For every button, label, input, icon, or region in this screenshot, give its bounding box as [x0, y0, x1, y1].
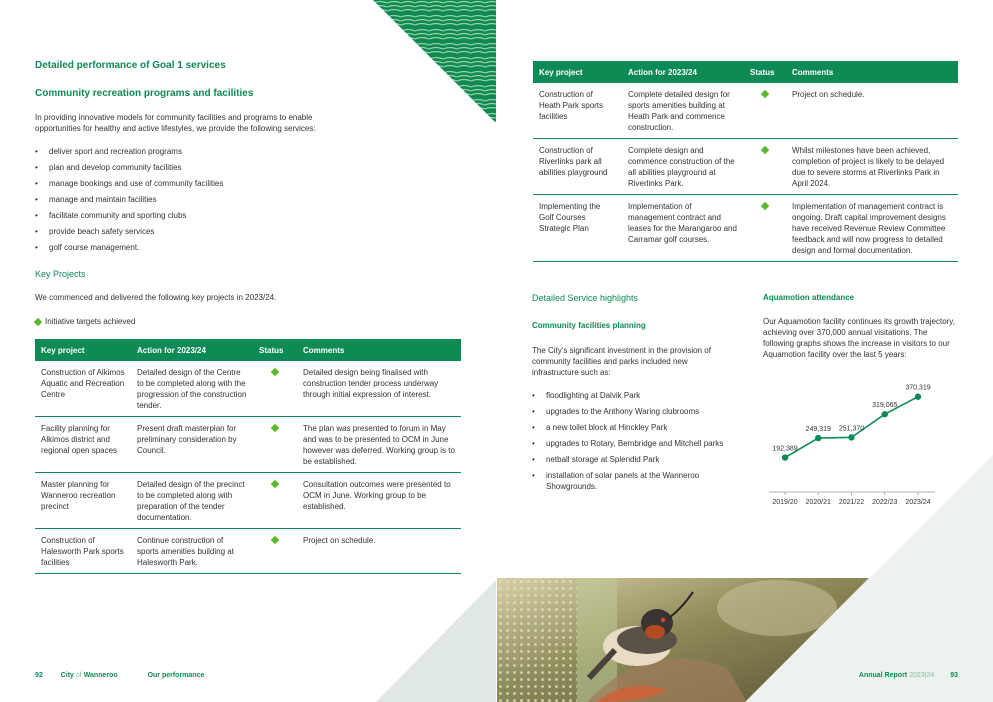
report-year: 2023|24 [909, 672, 935, 679]
project-cell: Construction of Alkimos Aquatic and Recreation Centre [35, 361, 131, 417]
attendance-line-chart [763, 380, 953, 510]
key-projects-intro: We commenced and delivered the following key projects in 2023/24. [35, 293, 277, 302]
col-header: Comments [297, 339, 461, 361]
status-diamond-icon [271, 424, 279, 432]
comment-cell: Whilst milestones have been achieved, completion of project is likely to be delayed due to severe storms at Riverlinks Park in April 2024. [786, 139, 958, 195]
table-row [35, 417, 461, 473]
page-footer-left [35, 672, 204, 679]
col-header: Comments [786, 61, 958, 83]
col-header: Status [253, 339, 297, 361]
table-row [35, 529, 461, 574]
col-header: Key project [533, 61, 622, 83]
facilities-planning-heading: Community facilities planning [532, 321, 646, 330]
data-point [815, 435, 821, 441]
status-diamond-icon [271, 536, 279, 544]
comment-cell: Project on schedule. [786, 83, 958, 139]
action-cell: Complete detailed design for sports amenities building at Heath Park and commence construction. [622, 83, 744, 139]
project-cell: Construction of Riverlinks park all abilities playground [533, 139, 622, 195]
list-item: • upgrades to Rotary, Bembridge and Mitchell parks [532, 438, 732, 449]
list-item: • provide beach safety services [35, 226, 223, 242]
services-list [35, 146, 223, 258]
list-item: • upgrades to the Anthony Waring clubrooms [532, 406, 732, 417]
service-highlights-heading: Detailed Service highlights [532, 293, 639, 303]
status-diamond-icon [34, 317, 42, 325]
data-label: 251,370 [838, 425, 865, 433]
page-number: 92 [35, 672, 43, 679]
bird-photo [497, 578, 869, 702]
project-cell: Master planning for Wanneroo recreation precinct [35, 473, 131, 529]
list-item: • manage and maintain facilities [35, 194, 223, 210]
action-cell: Implementation of management contract and leases for the Marangaroo and Carramar golf courses. [622, 195, 744, 262]
action-cell: Continue construction of sports amenities building at Halesworth Park. [131, 529, 253, 574]
list-item: • a new toilet block at Hinckley Park [532, 422, 732, 433]
page-footer-right [859, 672, 958, 679]
action-cell: Detailed design of the precinct to be completed along with preparation of the tender documentation. [131, 473, 253, 529]
action-cell: Present draft masterplan for preliminary consideration by Council. [131, 417, 253, 473]
action-cell: Detailed design of the Centre to be completed along with the progression of the construction tender. [131, 361, 253, 417]
section-heading: Community recreation programs and facilities [35, 88, 254, 99]
status-legend [35, 317, 135, 326]
data-label: 249,319 [805, 426, 831, 434]
list-item: • floodlighting at Dalvik Park [532, 390, 732, 401]
data-point [848, 434, 854, 440]
services-intro: In providing innovative models for community facilities and programs to enable opportunities for healthy and active lifestyles, we provide the following services: [35, 113, 316, 133]
comment-cell: Implementation of management contract is ongoing. Draft capital improvement designs have received Revenue Review Committee feedback and will now progress to detailed design and formal documentation. [786, 195, 958, 262]
aquamotion-text: Our Aquamotion facility continues its growth trajectory, achieving over 370,000 annual visitations. The following graphs shows the increase in visitors to our Aquamotion facility over the last 5 years: [763, 317, 955, 359]
col-header: Action for 2023/24 [131, 339, 253, 361]
right-page [497, 0, 993, 702]
status-cell [744, 195, 786, 262]
goal-heading: Detailed performance of Goal 1 services [35, 60, 226, 71]
aquamotion-heading: Aquamotion attendance [763, 293, 855, 302]
list-item: • manage bookings and use of community facilities [35, 178, 223, 194]
table-row [533, 83, 958, 139]
status-cell [253, 529, 297, 574]
table-header-row [35, 339, 461, 361]
status-diamond-icon [761, 90, 769, 98]
x-tick-label: 2023/24 [905, 499, 931, 506]
pattern-triangle-top [373, 0, 496, 124]
status-diamond-icon [761, 146, 769, 154]
data-point [882, 411, 888, 417]
status-diamond-icon [271, 368, 279, 376]
data-label: 370,319 [905, 384, 931, 392]
table-row [35, 361, 461, 417]
list-item: • facilitate community and sporting clubs [35, 210, 223, 226]
table-row [533, 139, 958, 195]
list-item: • netball storage at Splendid Park [532, 454, 732, 465]
list-item: • golf course management. [35, 242, 223, 258]
x-tick-label: 2022/23 [872, 499, 898, 506]
org-name-of: of [75, 672, 82, 679]
action-cell: Complete design and commence construction of the all abilities playground at Riverlinks Park. [622, 139, 744, 195]
x-tick-label: 2021/22 [838, 499, 865, 506]
section-name: Our performance [147, 672, 205, 679]
status-cell [744, 139, 786, 195]
comment-cell: Consultation outcomes were presented to OCM in June. Working group to be established. [297, 473, 461, 529]
status-cell [253, 473, 297, 529]
legend-label: Initiative targets achieved [45, 317, 136, 326]
table-row [533, 195, 958, 262]
facilities-intro: The City's significant investment in the provision of community facilities and parks included new infrastructure such as: [532, 346, 711, 377]
project-cell: Construction of Heath Park sports facilities [533, 83, 622, 139]
left-page [0, 0, 496, 702]
project-cell: Facility planning for Alkimos district and regional open spaces [35, 417, 131, 473]
decor-triangle-bottom [376, 580, 496, 702]
data-label: 319,065 [872, 402, 898, 410]
col-header: Key project [35, 339, 131, 361]
col-header: Status [744, 61, 786, 83]
project-cell: Construction of Halesworth Park sports facilities [35, 529, 131, 574]
key-projects-table [35, 339, 461, 574]
key-projects-heading: Key Projects [35, 269, 86, 279]
project-cell: Implementing the Golf Courses Strategic Plan [533, 195, 622, 262]
table-row [35, 473, 461, 529]
status-cell [744, 83, 786, 139]
list-item: • plan and develop community facilities [35, 162, 223, 178]
comment-cell: Project on schedule. [297, 529, 461, 574]
x-tick-label: 2019/20 [772, 499, 798, 506]
status-diamond-icon [271, 480, 279, 488]
status-cell [253, 417, 297, 473]
list-item: • deliver sport and recreation programs [35, 146, 223, 162]
table-header-row [533, 61, 958, 83]
data-label: 192,389 [772, 445, 798, 453]
page-number: 93 [950, 672, 958, 679]
x-tick-label: 2020/21 [805, 499, 831, 506]
org-name-wanneroo: Wanneroo [83, 672, 118, 679]
key-projects-table-continued [533, 61, 958, 262]
data-point [915, 394, 921, 400]
org-name-city: City [60, 672, 74, 679]
report-name: Annual Report [858, 672, 908, 679]
comment-cell: Detailed design being finalised with construction tender process underway through initial expression of interest. [297, 361, 461, 417]
comment-cell: The plan was presented to forum in May and was to be presented to OCM in June however was deferred. Working group is to be established. [297, 417, 461, 473]
status-cell [253, 361, 297, 417]
list-item: • installation of solar panels at the Wanneroo Showgrounds. [532, 470, 732, 492]
facilities-list [532, 390, 732, 497]
data-point [782, 454, 788, 460]
status-diamond-icon [761, 202, 769, 210]
col-header: Action for 2023/24 [622, 61, 744, 83]
